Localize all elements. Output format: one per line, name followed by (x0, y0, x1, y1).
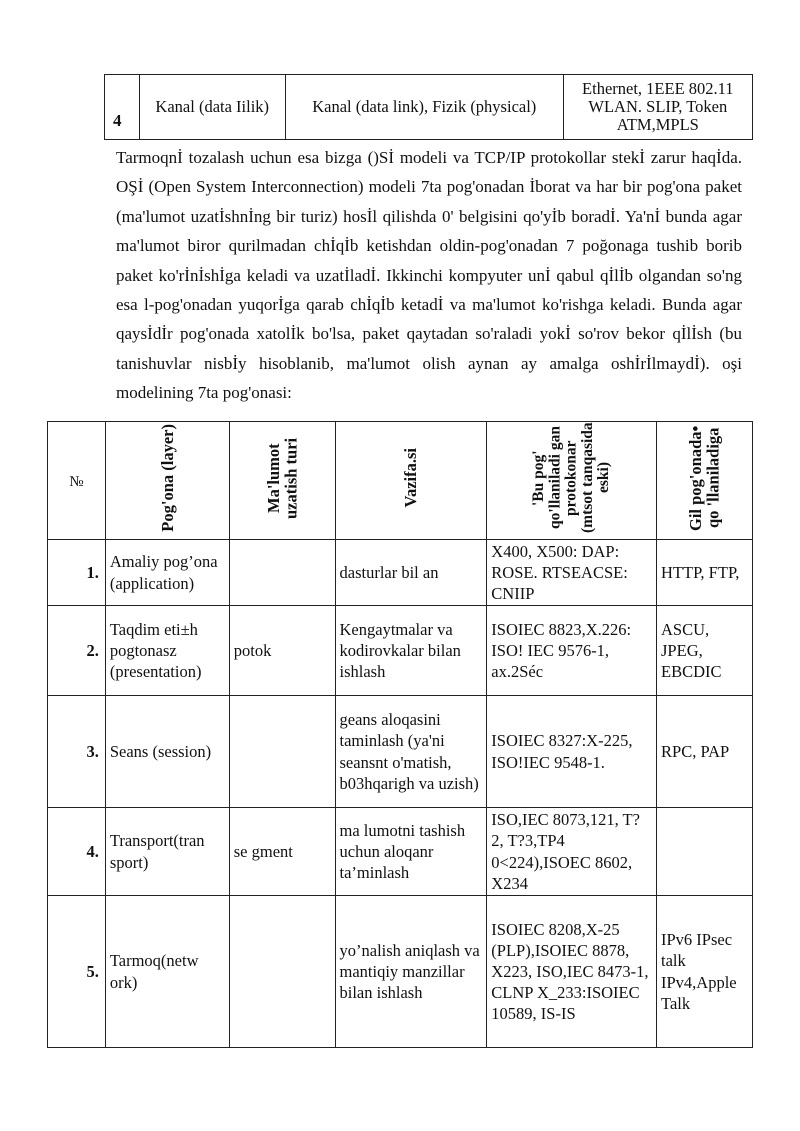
type-cell (229, 696, 335, 808)
task-cell: ma lumotni tashish uchun aloqanr ta’minlash (335, 808, 487, 896)
task-cell: dasturlar bil an (335, 540, 487, 606)
table-row (48, 540, 753, 606)
header-layer: Pog'ona (layer) (105, 422, 229, 540)
used-cell (657, 808, 753, 896)
header-number: № (48, 422, 106, 540)
type-cell: se gment (229, 808, 335, 896)
protocols-cell: ISOIEC 8208,X-25 (PLP),ISOIEC 8878, X223, ISO,IEC 8473-1, CLNP X_233:ISOIEC 10589, IS-IS (487, 896, 657, 1048)
table-header-row (48, 422, 753, 540)
layer-cell: Amaliy pog’ona (application) (105, 540, 229, 606)
row-number: 3. (48, 696, 106, 808)
header-protocols: 'Bu pog' qo'llaniladi gan protokonar (mtsot tanqasida eski) (487, 422, 657, 540)
table-row (105, 75, 753, 140)
type-cell (229, 540, 335, 606)
used-cell: ASCU, JPEG, EBCDIC (657, 606, 753, 696)
header-task: Vazifa.si (335, 422, 487, 540)
protocols-cell: ISOIEC 8823,X.226: ISO! IEC 9576-1, ax.2Séc (487, 606, 657, 696)
row-number: 2. (48, 606, 106, 696)
header-used: Gil pog'onada• qo 'llaniladiga (657, 422, 753, 540)
protocols-cell: Ethernet, 1EEE 802.11 WLAN. SLIP, Token ATM,MPLS (563, 75, 752, 140)
layer-cell: Kanal (data Iilik) (139, 75, 285, 140)
protocols-cell: ISOIEC 8327:X-225, ISO!IEC 9548-1. (487, 696, 657, 808)
header-transfer-type: Ma'lumot uzatish turi (229, 422, 335, 540)
table-row (48, 696, 753, 808)
layer-cell: Seans (session) (105, 696, 229, 808)
row-number: 1. (48, 540, 106, 606)
task-cell: geans aloqasini taminlash (ya'ni seansnt o'matish, b03hqarigh va uzish) (335, 696, 487, 808)
row-number: 4 (105, 75, 140, 140)
protocols-cell: ISO,IEC 8073,121, T?2, T?3,TP4 0<224),ISOEC 8602, X234 (487, 808, 657, 896)
row-number: 5. (48, 896, 106, 1048)
body-paragraph: Tarmoqnİ tozalash uchun esa bizga ()Sİ modeli va TCP/IP protokollar stekİ zarur haqİda. OŞİ (Open System Interconnection) modeli 7ta pog'onadan İborat va har bir pog'ona paket (ma'lumot uzatİshnİng bir turiz) hosİl qilishda 0' belgisini qo'yİb boradİ. Ya'nİ bunda agar ma'lumot biror qurilmadan chİqİb ketishdan oldin-pog'onadan 7 poğonaga tushib borib paket ko'rİnİshİga keladi va uzatİladİ. Ikkinchi kompyuter unİ qabul qİlİb olgandan so'ng esa l-pog'onadan yuqorİga qarab chİqİb ketadİ va ma'lumot ko'rishga keladi. Bunda agar qaysİdİr pog'onada xatolİk bo'lsa, paket qaytadan so'raladi yokİ so'rov bekor qİlİsh (bu tanishuvlar nisbİy hisoblanib, ma'lumot olish aynan ay amalga oshİrİlmaydİ). oşi modelining 7ta pog'onasi: (116, 148, 742, 403)
used-cell: HTTP, FTP, (657, 540, 753, 606)
table-row (48, 808, 753, 896)
table-row (48, 606, 753, 696)
type-cell (229, 896, 335, 1048)
task-cell: yo’nalish aniqlash va mantiqiy manzillar bilan ishlash (335, 896, 487, 1048)
task-cell: Kengaytmalar va kodirovkalar bilan ishlash (335, 606, 487, 696)
protocols-cell: X400, X500: DAP: ROSE. RTSEACSE: CNIIP (487, 540, 657, 606)
type-cell: potok (229, 606, 335, 696)
used-cell: RPC, PAP (657, 696, 753, 808)
layer-type-cell: Kanal (data link), Fizik (physical) (285, 75, 563, 140)
top-table-fragment (104, 74, 753, 140)
layer-cell: Transport(tran sport) (105, 808, 229, 896)
table-row (48, 896, 753, 1048)
layer-cell: Taqdim eti±h pogtonasz (presentation) (105, 606, 229, 696)
layer-cell: Tarmoq(netw ork) (105, 896, 229, 1048)
row-number: 4. (48, 808, 106, 896)
osi-layers-table (47, 421, 753, 1048)
used-cell: IPv6 IPsec talk IPv4,Apple Talk (657, 896, 753, 1048)
